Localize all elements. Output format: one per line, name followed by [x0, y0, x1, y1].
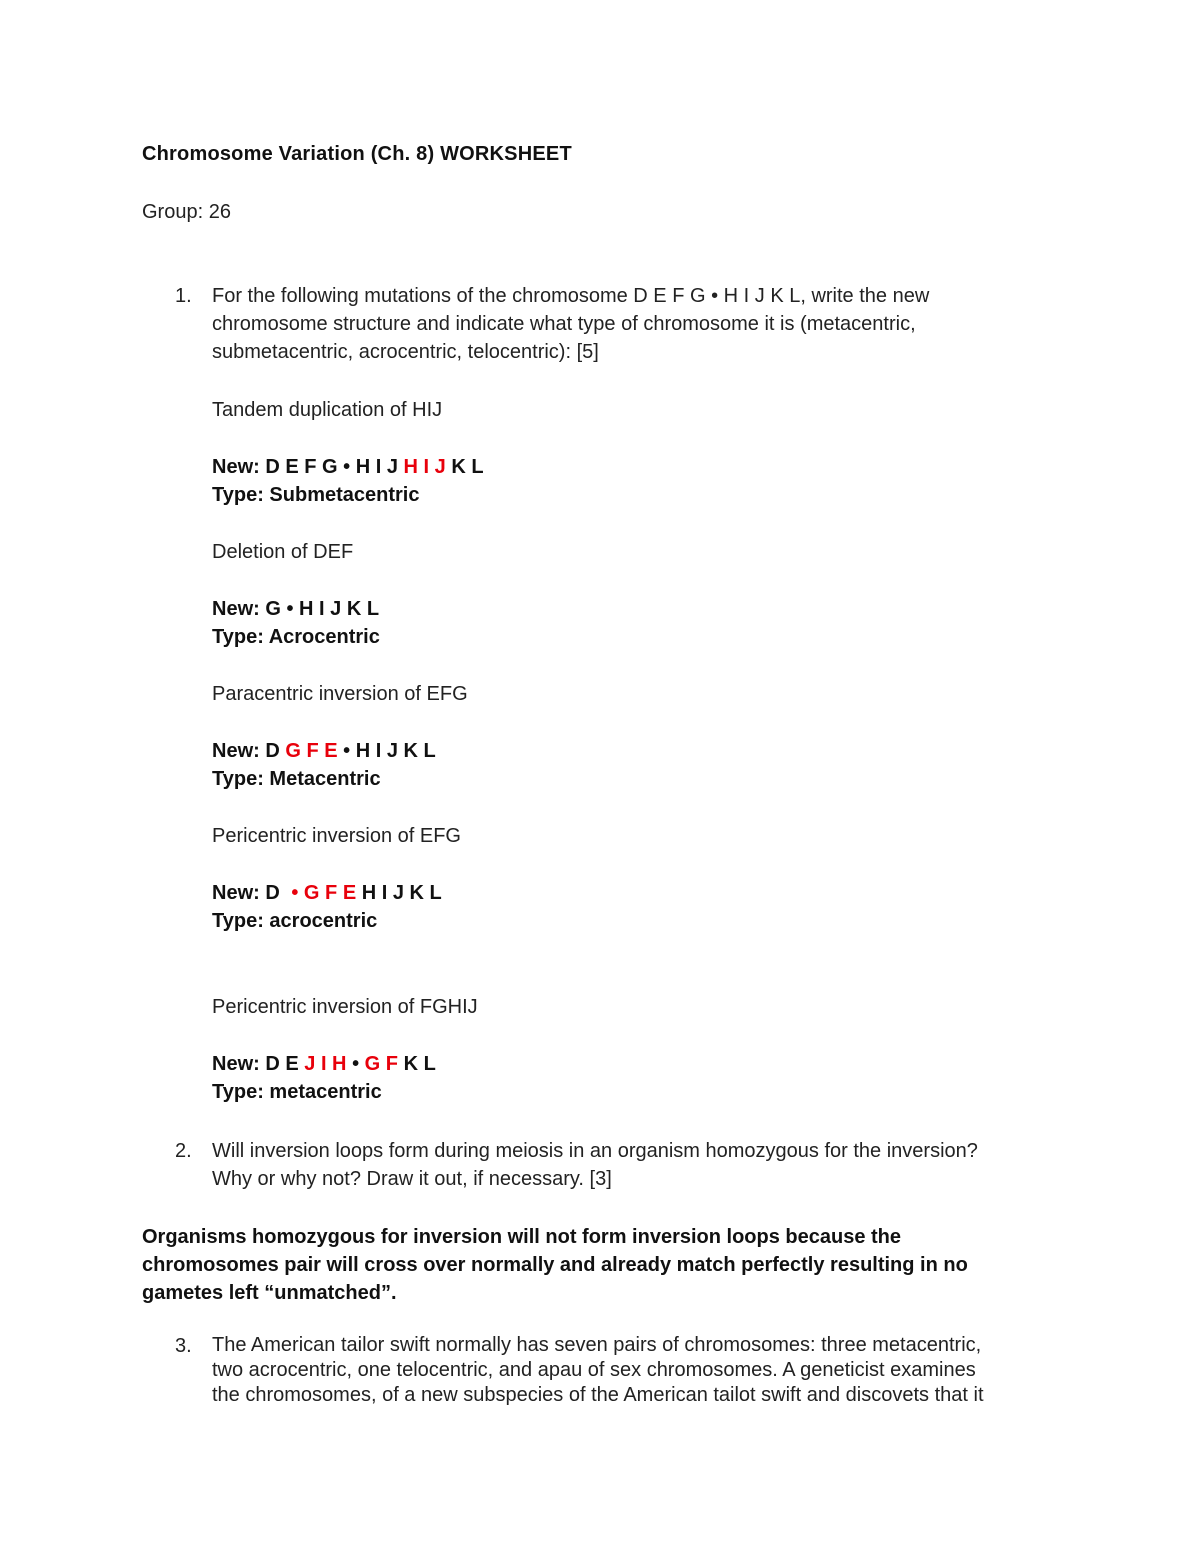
new-sequence-part: •	[352, 1053, 360, 1075]
question-3-line-1: The American tailor swift normally has seven pairs of chromosomes: three metacentric,	[212, 1334, 982, 1356]
mutation-5-new	[212, 1052, 436, 1076]
new-sequence-changed: G F E	[285, 740, 338, 762]
new-label: New:	[212, 740, 260, 762]
type-label: Type:	[212, 1081, 264, 1103]
new-sequence-part: D	[265, 882, 280, 904]
mutation-3-prompt: Paracentric inversion of EFG	[212, 683, 468, 705]
type-value: Acrocentric	[268, 626, 380, 648]
mutation-5-type	[212, 1080, 382, 1104]
mutation-3-new	[212, 739, 436, 763]
new-sequence-part: G • H I J K L	[265, 598, 380, 620]
type-label: Type:	[212, 484, 264, 506]
worksheet-title: Chromosome Variation (Ch. 8) WORKSHEET	[142, 143, 572, 165]
new-label: New:	[212, 1053, 260, 1075]
type-label: Type:	[212, 768, 264, 790]
type-value: acrocentric	[269, 910, 378, 932]
mutation-2-prompt: Deletion of DEF	[212, 541, 354, 563]
new-sequence-part: • H I J K L	[343, 740, 436, 762]
type-value: Submetacentric	[269, 484, 420, 506]
question-2-line-2: Why or why not? Draw it out, if necessary. [3]	[212, 1168, 612, 1190]
mutation-4-prompt: Pericentric inversion of EFG	[212, 825, 461, 847]
new-sequence-part: D	[265, 740, 280, 762]
new-sequence-changed: G F	[364, 1053, 398, 1075]
mutation-5-prompt: Pericentric inversion of FGHIJ	[212, 996, 478, 1018]
question-3-line-3: the chromosomes, of a new subspecies of the American tailot swift and discovets that it	[212, 1384, 984, 1406]
question-1-line-3: submetacentric, acrocentric, telocentric): [5]	[212, 341, 599, 363]
question-3-number: 3.	[175, 1335, 192, 1357]
answer-2-line-3: gametes left “unmatched”.	[142, 1282, 397, 1304]
type-label: Type:	[212, 626, 264, 648]
mutation-2-type	[212, 625, 380, 649]
question-3-line-2: two acrocentric, one telocentric, and apau of sex chromosomes. A geneticist examines	[212, 1359, 976, 1381]
mutation-4-new	[212, 881, 442, 905]
mutation-1-new	[212, 455, 484, 479]
type-label: Type:	[212, 910, 264, 932]
new-sequence-part: D E F G • H I J	[265, 456, 398, 478]
question-1-number: 1.	[175, 285, 192, 307]
answer-2-line-2: chromosomes pair will cross over normally and already match perfectly resulting in no	[142, 1254, 968, 1276]
new-sequence-part: K L	[403, 1053, 436, 1075]
mutation-1-type	[212, 483, 419, 507]
new-label: New:	[212, 598, 260, 620]
mutation-1-prompt: Tandem duplication of HIJ	[212, 399, 443, 421]
new-sequence-part: H I J K L	[361, 882, 442, 904]
answer-2-line-1: Organisms homozygous for inversion will not form inversion loops because the	[142, 1226, 902, 1248]
question-1-line-1: For the following mutations of the chromosome D E F G • H I J K L, write the new	[212, 285, 930, 307]
question-1-line-2: chromosome structure and indicate what type of chromosome it is (metacentric,	[212, 313, 916, 335]
mutation-4-type	[212, 909, 377, 933]
new-sequence-part: D E	[265, 1053, 299, 1075]
new-sequence-changed: H I J	[403, 456, 446, 478]
question-2-line-1: Will inversion loops form during meiosis in an organism homozygous for the inversion?	[212, 1140, 978, 1162]
new-label: New:	[212, 456, 260, 478]
new-sequence-part: K L	[451, 456, 484, 478]
mutation-3-type	[212, 767, 381, 791]
type-value: Metacentric	[269, 768, 381, 790]
question-2-number: 2.	[175, 1140, 192, 1162]
new-sequence-changed: J I H	[304, 1053, 347, 1075]
new-label: New:	[212, 882, 260, 904]
mutation-2-new	[212, 597, 379, 621]
type-value: metacentric	[269, 1081, 382, 1103]
new-sequence-changed: • G F E	[291, 882, 357, 904]
group-label: Group: 26	[142, 201, 231, 223]
